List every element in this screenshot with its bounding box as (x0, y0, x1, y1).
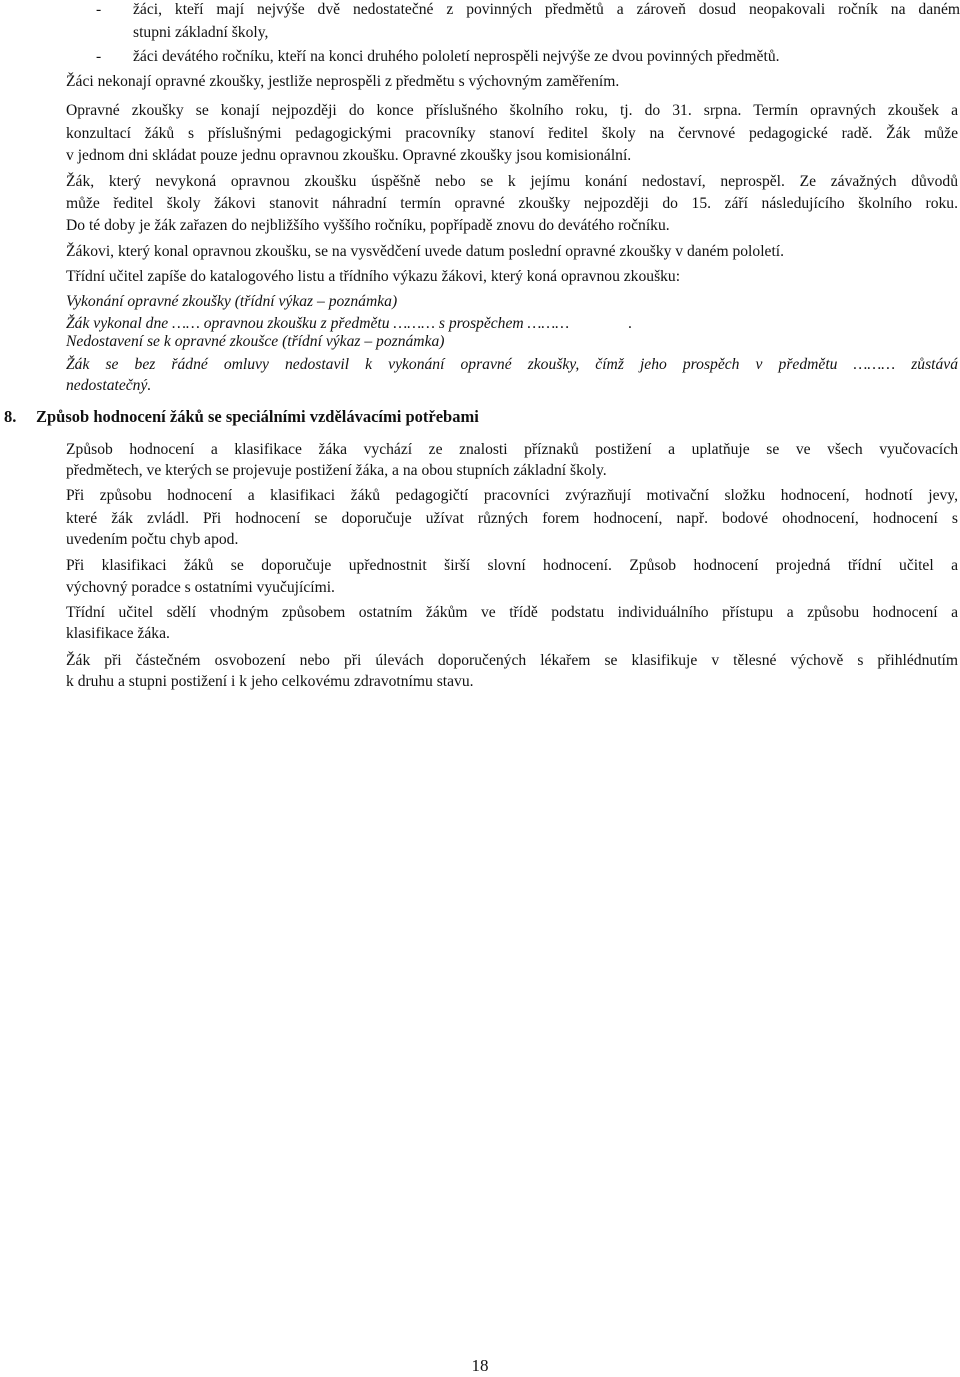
section-number: 8. (4, 407, 17, 426)
section-paragraph-line: předmětech, ve kterých se projevuje postižení žáka, a na obou stupních základní školy. (66, 462, 607, 479)
italic-note: nedostatečný. (66, 377, 152, 394)
list-dash: - (96, 48, 102, 65)
paragraph-line: Žáci nekonají opravné zkoušky, jestliže neprospěli z předmětu s výchovným zaměřením. (66, 73, 620, 90)
italic-note: Žák se bez řádné omluvy nedostavil k vykonání opravné zkoušky, čímž jeho prospěch v předmětu ……… zůstává (66, 356, 958, 373)
section-paragraph-line: Při klasifikaci žáků se doporučuje upřednostnit širší slovní hodnocení. Způsob hodnocení projedná třídní učitel a (66, 557, 958, 574)
page-number: 18 (471, 1356, 489, 1375)
list-item-1-line-1: žáci, kteří mají nejvýše dvě nedostatečné z povinných předmětů a zároveň dosud neopakovali ročník na daném (133, 1, 960, 18)
section-paragraph-line: klasifikace žáka. (66, 625, 170, 642)
paragraph-line: Do té doby je žák zařazen do nejbližšího vyššího ročníku, popřípadě znovu do devátého ročníku. (66, 217, 670, 234)
section-paragraph-line: které žák zvládl. Při hodnocení se doporučuje užívat různých forem hodnocení, např. bodové ohodnocení, hodnocení s (66, 510, 958, 527)
list-item-1-line-2: stupni základní školy, (133, 24, 269, 41)
section-paragraph-line: Třídní učitel sdělí vhodným způsobem ostatním žákům ve třídě podstatu individuálního přístupu a způsobu hodnocení a (66, 604, 958, 621)
section-paragraph-line: výchovný poradce s ostatními vyučujícími. (66, 579, 335, 596)
paragraph-line: může ředitel školy žákovi stanovit náhradní termín opravné zkoušky nejpozději do 15. září následujícího školního roku. (66, 195, 958, 212)
paragraph-line: Opravné zkoušky se konají nejpozději do konce příslušného školního roku, tj. do 31. srpna. Termín opravných zkoušek a (66, 102, 958, 119)
section-paragraph-line: k druhu a stupni postižení i k jeho celkovému zdravotnímu stavu. (66, 673, 474, 690)
section-paragraph-line: Při způsobu hodnocení a klasifikaci žáků pedagogičtí pracovníci zvýrazňují motivační složku hodnocení, hodnotí jevy, (66, 487, 958, 504)
italic-note: Žák vykonal dne …… opravnou zkoušku z předmětu ……… s prospěchem ……… (66, 315, 570, 332)
italic-note-period: . (628, 315, 632, 332)
section-paragraph-line: Žák při částečném osvobození nebo při úlevách doporučených lékařem se klasifikuje v tělesné výchově s přihlédnutím (66, 652, 958, 669)
paragraph-line: Třídní učitel zapíše do katalogového listu a třídního výkazu žákovi, který koná opravnou zkoušku: (66, 268, 681, 285)
paragraph-line: Žák, který nevykoná opravnou zkoušku úspěšně nebo se k jejímu konání nedostaví, neprospěl. Ze závažných důvodů (66, 173, 958, 190)
paragraph-line: konzultací žáků s příslušnými pedagogickými pracovníky stanoví ředitel školy na červnové pedagogické radě. Žák může (66, 125, 958, 142)
section-title: Způsob hodnocení žáků se speciálními vzdělávacími potřebami (36, 407, 479, 426)
paragraph-line: v jednom dni skládat pouze jednu opravnou zkoušku. Opravné zkoušky jsou komisionální. (66, 147, 632, 164)
section-paragraph-line: uvedením počtu chyb apod. (66, 531, 239, 548)
list-item-2-line-1: žáci devátého ročníku, kteří na konci druhého pololetí neprospěli nejvýše ze dvou povinných předmětů. (133, 48, 780, 65)
list-dash: - (96, 1, 102, 18)
section-paragraph-line: Způsob hodnocení a klasifikace žáka vychází ze znalosti příznaků postižení a uplatňuje se ve všech vyučovacích (66, 441, 958, 458)
paragraph-line: Žákovi, který konal opravnou zkoušku, se na vysvědčení uvede datum poslední opravné zkoušky v daném pololetí. (66, 243, 785, 260)
italic-note: Nedostavení se k opravné zkoušce (třídní výkaz – poznámka) (66, 333, 445, 350)
italic-note: Vykonání opravné zkoušky (třídní výkaz – poznámka) (66, 293, 398, 310)
